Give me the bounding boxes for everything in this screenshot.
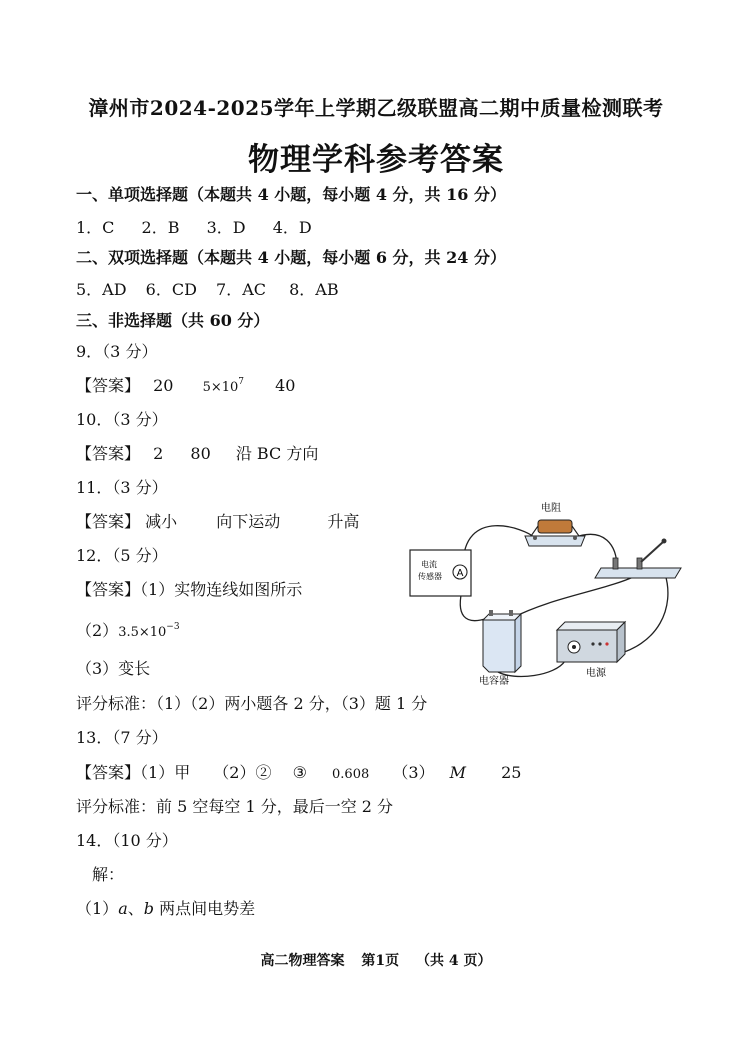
answer-3: 3．D bbox=[206, 218, 246, 237]
q13-blank-1: （1）甲 bbox=[140, 763, 191, 782]
wire bbox=[512, 574, 640, 618]
section1-heading: 一、单项选择题（本题共 4 小题，每小题 4 分，共 16 分） bbox=[76, 185, 506, 204]
q14-solve: 解： bbox=[92, 865, 125, 884]
answer-7: 7．AC bbox=[216, 280, 267, 299]
q14-part1: （1）a、b 两点间电势差 bbox=[76, 899, 256, 918]
circuit-diagram bbox=[405, 496, 695, 686]
q9-number: 9．（3 分） bbox=[76, 342, 158, 361]
page-title: 物理学科参考答案 bbox=[248, 142, 504, 178]
q12-number: 12．（5 分） bbox=[76, 546, 168, 565]
section2-answers bbox=[76, 277, 339, 300]
q13-part3: （3） bbox=[392, 763, 435, 782]
q11-blank-3: 升高 bbox=[327, 512, 360, 531]
answer-label: 【答案】 bbox=[76, 512, 141, 531]
q12-part2: $(2)3.5\times 10^{-3}$ bbox=[76, 621, 180, 640]
capacitor-body bbox=[483, 620, 515, 672]
q12-scoring: 评分标准：（1）（2）两小题各 2 分，（3）题 1 分 bbox=[76, 694, 428, 713]
answer-label: 【答案】 bbox=[76, 763, 141, 782]
q10-blank-2: 80 bbox=[190, 444, 211, 463]
q14-number: 14．（10 分） bbox=[76, 831, 178, 850]
ammeter-label: A bbox=[456, 568, 464, 579]
q9-blank-3: 40 bbox=[275, 376, 296, 395]
q13-blank-2: （2）② bbox=[213, 763, 272, 782]
switch-base bbox=[595, 568, 681, 578]
q10-blank-1: 2 bbox=[153, 444, 164, 463]
page-footer bbox=[0, 950, 752, 970]
answer-4: 4．D bbox=[272, 218, 312, 237]
q12-part1: （1）实物连线如图所示 bbox=[140, 580, 303, 599]
footer-total-pages: （共 4 页） bbox=[416, 953, 492, 969]
section1-answers bbox=[76, 215, 312, 238]
answer-label: 【答案】 bbox=[76, 444, 141, 463]
q9-answer bbox=[76, 373, 295, 396]
q11-answer bbox=[76, 509, 359, 532]
q13-blank-3: ③ bbox=[292, 763, 307, 782]
q11-blank-2: 向下运动 bbox=[216, 512, 281, 531]
q11-blank-1: 减小 bbox=[145, 512, 178, 531]
power-source-label: 电源 bbox=[586, 668, 606, 679]
answer-label: 【答案】 bbox=[76, 376, 141, 395]
capacitor-label: 电容器 bbox=[479, 676, 509, 686]
answer-2: 2．B bbox=[141, 218, 180, 237]
answer-8: 8．AB bbox=[289, 280, 339, 299]
q10-answer bbox=[76, 441, 318, 464]
q9-blank-2: $5\times 10^7$ bbox=[202, 377, 245, 395]
q12-answer bbox=[76, 577, 302, 600]
resistor-body bbox=[538, 520, 572, 533]
q12-part3: （3）变长 bbox=[76, 659, 151, 678]
q13-blank-4: 0.608 bbox=[332, 767, 370, 782]
sensor-label-1: 电流 bbox=[421, 560, 437, 569]
answer-1: 1．C bbox=[76, 218, 115, 237]
footer-subject: 高二物理答案 bbox=[260, 953, 345, 969]
wire bbox=[463, 526, 535, 566]
q13-number: 13．（7 分） bbox=[76, 728, 168, 747]
q13-blank-6: 25 bbox=[501, 763, 522, 782]
q13-scoring: 评分标准：前 5 空每空 1 分，最后一空 2 分 bbox=[76, 797, 394, 816]
q10-number: 10．（3 分） bbox=[76, 410, 168, 429]
answer-label: 【答案】 bbox=[76, 580, 141, 599]
answer-5: 5．AD bbox=[76, 280, 127, 299]
switch-handle-icon bbox=[641, 542, 663, 562]
resistor-label: 电阻 bbox=[541, 503, 561, 514]
exam-title: 漳州市2024-2025学年上学期乙级联盟高二期中质量检测联考 bbox=[88, 96, 664, 120]
answer-6: 6．CD bbox=[145, 280, 197, 299]
power-source-body bbox=[557, 630, 617, 662]
q13-blank-5: M bbox=[449, 763, 466, 782]
q10-blank-3: 沿 BC 方向 bbox=[235, 444, 319, 463]
q9-blank-1: 20 bbox=[153, 376, 174, 395]
sensor-label-2: 传感器 bbox=[418, 572, 442, 581]
footer-page-number: 第1页 bbox=[361, 953, 400, 969]
section2-heading: 二、双项选择题（本题共 4 小题，每小题 6 分，共 24 分） bbox=[76, 248, 506, 267]
q13-answer bbox=[76, 760, 521, 783]
q11-number: 11．（3 分） bbox=[76, 478, 168, 497]
section3-heading: 三、非选择题（共 60 分） bbox=[76, 311, 270, 330]
